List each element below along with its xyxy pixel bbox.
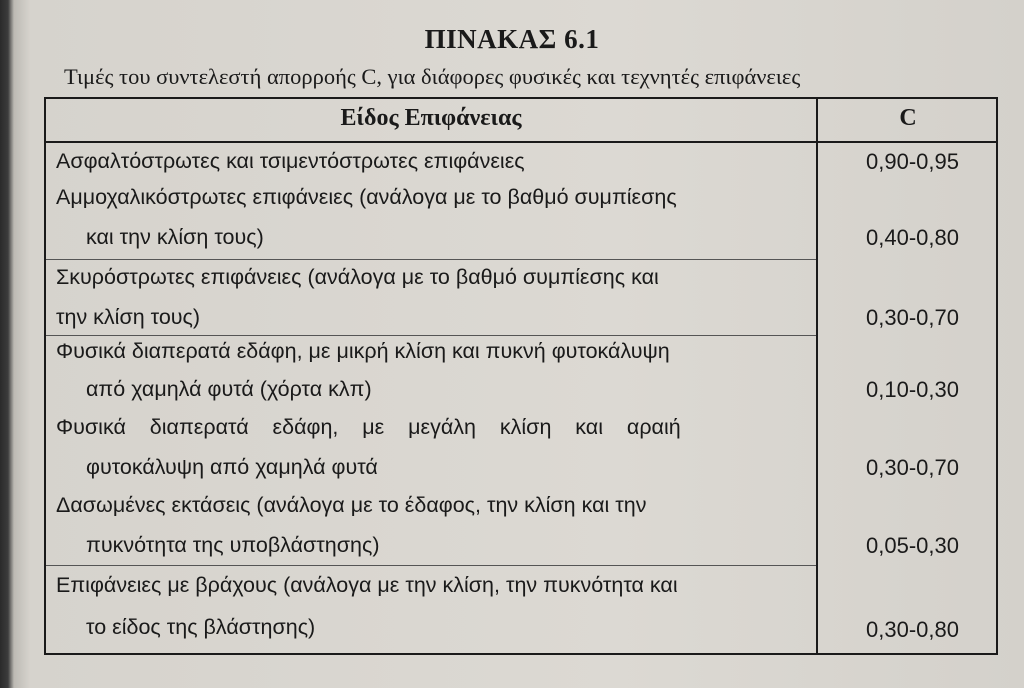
runoff-coefficient-table <box>44 97 998 655</box>
table-caption: Τιμές του συντελεστή απορροής C, για διάφορες φυσικές και τεχνητές επιφάνειες <box>64 64 801 89</box>
row-text-line: Φυσικά διαπερατά εδάφη, με μεγάλη κλίση και αραιή <box>56 415 681 439</box>
row-text-line: Δασωμένες εκτάσεις (ανάλογα με το έδαφος, την κλίση και την <box>56 493 647 517</box>
table-row <box>46 411 996 489</box>
row-c-value: 0,10-0,30 <box>866 377 959 402</box>
table-row <box>46 335 996 413</box>
header-surface-type: Είδος Επιφάνειας <box>340 105 522 131</box>
table-row <box>46 259 996 337</box>
row-c-value: 0,40-0,80 <box>866 225 959 250</box>
row-text-line: από χαμηλά φυτά (χόρτα κλπ) <box>86 377 372 401</box>
table-header-row <box>46 99 996 143</box>
header-c: C <box>899 105 917 131</box>
row-text-line: και την κλίση τους) <box>86 225 264 249</box>
row-text-line: το είδος της βλάστησης) <box>86 615 316 639</box>
row-text-line: φυτοκάλυψη από χαμηλά φυτά <box>86 455 378 479</box>
row-text-line: την κλίση τους) <box>56 305 201 329</box>
row-text-line: Σκυρόστρωτες επιφάνειες (ανάλογα με το βαθμό συμπίεσης και <box>56 265 659 289</box>
row-c-value: 0,30-0,70 <box>866 305 959 330</box>
row-text-line: πυκνότητα της υποβλάστησης) <box>86 533 380 557</box>
table-row <box>46 181 996 259</box>
table-row <box>46 487 996 565</box>
row-c-value: 0,05-0,30 <box>866 533 959 558</box>
row-text-line: Επιφάνειες με βράχους (ανάλογα με την κλίση, την πυκνότητα και <box>56 573 678 597</box>
table-row <box>46 145 996 185</box>
row-c-value: 0,30-0,70 <box>866 455 959 480</box>
row-text-line: Αμμοχαλικόστρωτες επιφάνειες (ανάλογα με το βαθμό συμπίεσης <box>56 185 677 209</box>
table-title: ΠΙΝΑΚΑΣ 6.1 <box>424 24 600 54</box>
table-row <box>46 565 996 653</box>
row-c-value: 0,30-0,80 <box>866 617 959 642</box>
row-text-line: Ασφαλτόστρωτες και τσιμεντόστρωτες επιφάνειες <box>56 149 525 173</box>
row-c-value: 0,90-0,95 <box>866 149 959 174</box>
row-text-line: Φυσικά διαπερατά εδάφη, με μικρή κλίση και πυκνή φυτοκάλυψη <box>56 339 670 363</box>
